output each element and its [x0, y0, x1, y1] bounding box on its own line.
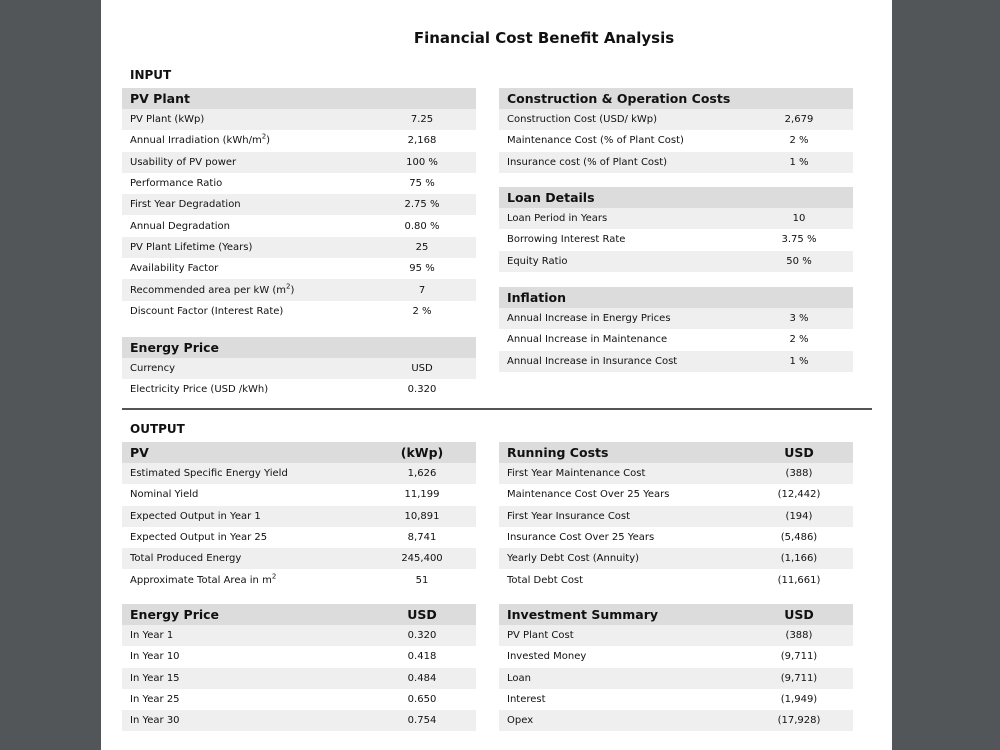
table-row: [122, 173, 476, 194]
row-value: 2,168: [407, 135, 437, 147]
row-label: Currency: [130, 363, 176, 375]
row-label: Annual Degradation: [130, 220, 231, 232]
row-value: 75 %: [409, 178, 435, 190]
row-label: In Year 1: [130, 630, 174, 642]
table-row: [499, 463, 853, 484]
row-value: USD: [411, 363, 433, 375]
table-row: [499, 109, 853, 130]
row-value: (194): [785, 510, 813, 522]
table-row: [122, 215, 476, 236]
table-row: [499, 569, 853, 590]
row-value: 51: [415, 574, 429, 586]
table-row: [499, 229, 853, 250]
table-header-title: Loan Details: [507, 190, 595, 205]
row-value: (17,928): [777, 715, 821, 727]
row-value: (1,949): [780, 694, 818, 706]
row-value: 0.484: [407, 672, 437, 684]
row-value: (9,711): [780, 651, 818, 663]
row-value: (12,442): [777, 489, 821, 501]
table-row: [499, 152, 853, 173]
table-header: [122, 442, 476, 463]
row-label: Estimated Specific Energy Yield: [130, 468, 288, 480]
table-header: [122, 88, 476, 109]
running-costs-table: [499, 442, 853, 591]
row-value: 3 %: [789, 313, 809, 325]
row-label: Performance Ratio: [130, 178, 223, 190]
row-label: First Year Degradation: [130, 199, 241, 211]
row-value: 0.418: [407, 651, 437, 663]
table-row: [122, 237, 476, 258]
table-row: [499, 130, 853, 151]
row-value: 8,741: [407, 532, 437, 544]
row-value: 0.80 %: [404, 220, 440, 232]
table-row: [122, 527, 476, 548]
table-header-title: PV: [130, 445, 149, 460]
table-header: [122, 337, 476, 358]
row-value: 50 %: [786, 255, 812, 267]
table-header: [499, 88, 853, 109]
row-label: Expected Output in Year 25: [130, 532, 268, 544]
row-label: Total Debt Cost: [507, 574, 584, 586]
table-row: [499, 484, 853, 505]
table-row: [122, 258, 476, 279]
row-label: Expected Output in Year 1: [130, 510, 261, 522]
row-value: 0.650: [407, 694, 437, 706]
table-row: [499, 308, 853, 329]
row-label: Annual Increase in Insurance Cost: [507, 355, 678, 367]
row-label: Approximate Total Area in $m^2$: [130, 572, 277, 586]
row-label: Construction Cost (USD/ kWp): [507, 114, 658, 126]
loan-details-table: [499, 187, 853, 272]
table-row: [122, 625, 476, 646]
table-row: [499, 646, 853, 667]
row-label: Usability of PV power: [130, 156, 237, 168]
table-header-unit: (kWp): [400, 445, 444, 460]
row-value: 95 %: [409, 263, 435, 275]
table-row: [499, 506, 853, 527]
row-value: 25: [415, 241, 429, 253]
row-label: In Year 15: [130, 672, 180, 684]
output-section-label: OUTPUT: [130, 422, 185, 436]
row-value: (388): [785, 630, 813, 642]
row-label: Equity Ratio: [507, 255, 568, 267]
row-label: Annual Increase in Maintenance: [507, 334, 668, 346]
row-value: 1 %: [789, 156, 809, 168]
energy-price-input-table: [122, 337, 476, 401]
row-label: Insurance cost (% of Plant Cost): [507, 156, 668, 168]
table-row: [122, 710, 476, 731]
inflation-table: [499, 287, 853, 372]
row-value: 10: [792, 213, 806, 225]
table-row: [122, 689, 476, 710]
row-value: 2 %: [789, 135, 809, 147]
row-label: Electricity Price (USD /kWh): [130, 384, 269, 396]
pv-output-table: [122, 442, 476, 591]
table-row: [122, 358, 476, 379]
row-value: 100 %: [406, 156, 438, 168]
document-page: [101, 0, 892, 750]
table-row: [499, 710, 853, 731]
table-row: [499, 548, 853, 569]
table-header-title: Running Costs: [507, 445, 609, 460]
row-label: Maintenance Cost (% of Plant Cost): [507, 135, 684, 147]
table-header: [499, 187, 853, 208]
table-row: [122, 569, 476, 590]
row-label: Annual Irradiation $(kWh/m^2)$: [130, 133, 271, 147]
table-header-title: Energy Price: [130, 340, 220, 355]
table-row: [499, 689, 853, 710]
pv-plant-table: [122, 88, 476, 322]
row-value: 245,400: [401, 553, 443, 565]
row-label: Invested Money: [507, 651, 587, 663]
row-value: 11,199: [404, 489, 440, 501]
row-label: Maintenance Cost Over 25 Years: [507, 489, 670, 501]
row-value: 2.75 %: [404, 199, 440, 211]
table-header-title: Construction & Operation Costs: [507, 91, 731, 106]
construction-costs-table: [499, 88, 853, 173]
table-row: [122, 463, 476, 484]
row-value: 0.320: [407, 384, 437, 396]
table-row: [499, 527, 853, 548]
row-label: Yearly Debt Cost (Annuity): [507, 553, 640, 565]
table-row: [122, 130, 476, 151]
row-value: (9,711): [780, 672, 818, 684]
table-row: [122, 301, 476, 322]
row-label: Nominal Yield: [130, 489, 199, 501]
row-label: First Year Insurance Cost: [507, 510, 631, 522]
row-value: 3.75 %: [781, 234, 817, 246]
row-label: Total Produced Energy: [130, 553, 242, 565]
table-header: [122, 604, 476, 625]
row-value: 2 %: [789, 334, 809, 346]
row-label: In Year 10: [130, 651, 180, 663]
table-row: [122, 668, 476, 689]
section-divider: [122, 408, 872, 410]
row-value: (11,661): [777, 574, 821, 586]
table-row: [122, 548, 476, 569]
table-row: [122, 152, 476, 173]
table-row: [122, 194, 476, 215]
table-row: [499, 668, 853, 689]
row-value: 0.320: [407, 630, 437, 642]
row-value: 10,891: [404, 510, 440, 522]
row-value: 0.754: [407, 715, 437, 727]
row-label: PV Plant Lifetime (Years): [130, 241, 253, 253]
input-section-label: INPUT: [130, 68, 172, 82]
table-row: [499, 251, 853, 272]
table-header: [499, 287, 853, 308]
table-row: [122, 484, 476, 505]
table-row: [499, 351, 853, 372]
row-value: (5,486): [780, 532, 818, 544]
row-value: (1,166): [780, 553, 818, 565]
row-label: PV Plant Cost: [507, 630, 574, 642]
table-row: [122, 279, 476, 300]
row-label: Annual Increase in Energy Prices: [507, 313, 671, 325]
row-label: Recommended area per kW $(m^2)$: [130, 282, 295, 296]
row-label: Loan Period in Years: [507, 213, 608, 225]
row-value: 2 %: [412, 305, 432, 317]
row-value: 7.25: [410, 114, 434, 126]
row-value: 1 %: [789, 355, 809, 367]
table-header-unit: USD: [407, 607, 437, 622]
table-header-unit: USD: [784, 445, 814, 460]
row-value: 2,679: [784, 114, 814, 126]
investment-summary-table: [499, 604, 853, 731]
table-header-title: PV Plant: [130, 91, 190, 106]
row-label: In Year 30: [130, 715, 180, 727]
row-label: PV Plant (kWp): [130, 114, 205, 126]
row-label: Opex: [507, 715, 534, 727]
table-header-unit: USD: [784, 607, 814, 622]
row-label: Borrowing Interest Rate: [507, 234, 626, 246]
energy-price-output-table: [122, 604, 476, 731]
row-value: 7: [418, 284, 426, 296]
table-row: [499, 208, 853, 229]
row-label: First Year Maintenance Cost: [507, 468, 646, 480]
table-header-title: Energy Price: [130, 607, 220, 622]
row-label: Discount Factor (Interest Rate): [130, 305, 284, 317]
table-row: [122, 379, 476, 400]
row-label: Availability Factor: [130, 263, 219, 275]
page-title: Financial Cost Benefit Analysis: [413, 29, 675, 47]
table-row: [122, 646, 476, 667]
table-row: [499, 329, 853, 350]
row-value: (388): [785, 468, 813, 480]
row-label: In Year 25: [130, 694, 180, 706]
table-header-title: Investment Summary: [507, 607, 659, 622]
table-row: [122, 506, 476, 527]
table-row: [499, 625, 853, 646]
table-row: [122, 109, 476, 130]
row-label: Insurance Cost Over 25 Years: [507, 532, 655, 544]
row-value: 1,626: [407, 468, 437, 480]
table-header: [499, 604, 853, 625]
table-header-title: Inflation: [507, 290, 566, 305]
row-label: Interest: [507, 694, 546, 706]
row-label: Loan: [507, 672, 531, 684]
table-header: [499, 442, 853, 463]
